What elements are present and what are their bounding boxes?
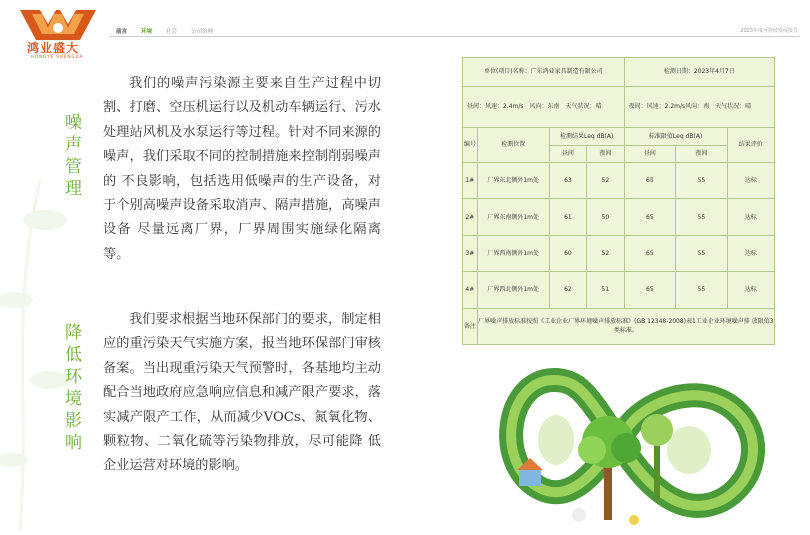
header-eval: 结果评价 [727,127,774,162]
subheader-limit-day: 昼间 [624,145,675,162]
row-eval: 达标 [727,162,774,198]
header-location: 检测位置 [477,127,549,162]
top-bar [0,0,810,59]
header-divider [110,36,800,37]
nav-item-society[interactable]: 社会 [166,29,178,35]
table-row [463,199,775,235]
noise-management-paragraph: 我们的噪声污染源主要来自生产过程中切割、打磨、空压机运行以及机动车辆运行、污水处理站风机及水泵运行等过程。针对不同来源的噪声，我们采取不同的控制措施来控制削弱噪声的 不良影响，包括选用低噪声的生产设备，对于个别高噪声设备采取消声、隔声措施，高噪声设备 尽量远离厂界，厂界周围实施绿化隔离等。 [103,76,381,262]
background-plant-decoration [0,60,110,530]
section-title-noise-management: 噪声管理 [65,113,82,199]
row-eval: 达标 [727,199,774,235]
row-limit-night: 55 [676,199,728,235]
row-location: 厂界西南侧外1m处 [477,235,549,271]
noise-monitoring-table [462,57,775,345]
row-day: 61 [549,199,586,235]
row-day: 63 [549,162,586,198]
nav-item-preface[interactable]: 前言 [116,29,128,35]
unit-name-cell: 单位(项目)名称：广东鸿业家具制造有限公司 [463,58,625,87]
subheader-limit-night: 夜间 [676,145,728,162]
table-row [463,272,775,308]
row-limit-night: 55 [676,235,728,271]
infinity-eco-illustration [484,350,774,530]
row-eval: 达标 [727,235,774,271]
row-night: 50 [587,199,624,235]
subheader-result-night: 夜间 [587,145,624,162]
row-night: 51 [587,272,624,308]
row-night: 52 [587,162,624,198]
remark-text: 厂界噪声排放标准按照《工业企业厂界环境噪声排放标准》(GB 12348-2008)表1工业企业环境噪声排 放限值3类标准。 [477,308,774,344]
day-weather-cell: 昼间：风速：2.4m/s 风向：东南 天气状况：晴 [463,86,625,127]
row-limit-day: 65 [624,235,675,271]
row-limit-day: 65 [624,162,675,198]
section-title-reduce-impact: 降低环境影响 [65,323,82,453]
row-night: 52 [587,235,624,271]
nav-item-governance[interactable]: 公司治理 [191,29,214,35]
row-location: 厂界西北侧外1m处 [477,272,549,308]
test-date-cell: 检测日期：2023年4月7日 [624,58,774,87]
row-location: 厂界东北侧外1m处 [477,162,549,198]
main-nav [116,27,227,35]
night-weather-cell: 夜间：风速：2.2m/s风向：南 天气状况：晴 [624,86,774,127]
table-row [463,235,775,271]
row-no: 4# [463,272,478,308]
table-row [463,162,775,198]
nav-item-environment[interactable]: 环境 [141,29,153,35]
header-result: 检测结果Leq dB(A) [549,127,624,145]
header-limit: 标准限值Leq dB(A) [624,127,727,145]
row-day: 62 [549,272,586,308]
reduce-impact-paragraph: 我们要求根据当地环保部门的要求，制定相应的重污染天气实施方案，报当地环保部门审核备案。当出现重污染天气预警时，各基地均主动配合当地政府应急响应信息和减产限产要求，落实减产限产工作，从而减少VOCs、氮氧化物、颗粒物、二氧化硫等污染物排放，尽可能降 低企业运营对环境的影响。 [103,312,381,474]
row-limit-day: 65 [624,199,675,235]
row-limit-night: 55 [676,272,728,308]
row-eval: 达标 [727,272,774,308]
row-no: 2# [463,199,478,235]
brand-name-en: HONGYE SHENGDA [31,54,84,59]
row-no: 3# [463,235,478,271]
subheader-result-day: 昼间 [549,145,586,162]
row-limit-day: 65 [624,272,675,308]
header-no: 编号 [463,127,478,162]
row-day: 60 [549,235,586,271]
report-title: 2023年度可持续发展报告 [740,28,798,34]
brand-name: 鸿业盛大 [27,41,80,55]
row-limit-night: 55 [676,162,728,198]
remark-label: 备注 [463,308,478,344]
row-no: 1# [463,162,478,198]
row-location: 厂界东南侧外1m处 [477,199,549,235]
